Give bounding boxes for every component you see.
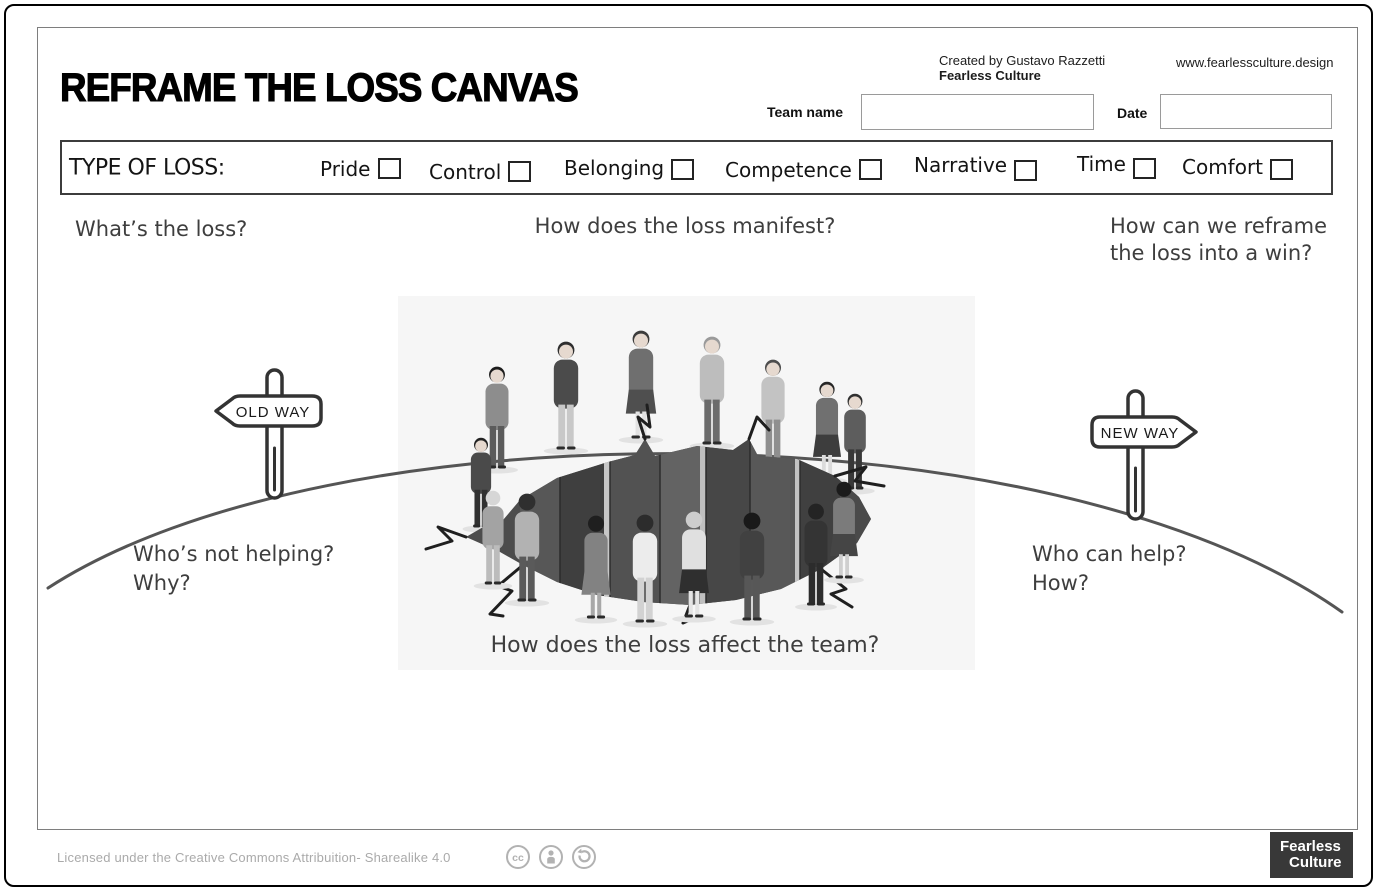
loss-option-label: Narrative <box>914 152 1008 177</box>
question-reframe-win: How can we reframe the loss into a win? <box>1110 214 1328 266</box>
loss-option-control <box>429 160 531 184</box>
sharealike-icon <box>571 844 597 870</box>
checkbox-pride[interactable] <box>378 158 401 179</box>
loss-option-comfort <box>1182 155 1293 179</box>
team-name-input[interactable] <box>861 94 1094 130</box>
loss-option-label: Comfort <box>1182 154 1264 179</box>
date-label: Date <box>1117 105 1148 121</box>
question-whats-the-loss: What’s the loss? <box>75 217 248 241</box>
attribution-icon <box>538 844 564 870</box>
old-way-sign-label: OLD WAY <box>235 404 311 421</box>
loss-option-time <box>1077 152 1156 176</box>
svg-text:cc: cc <box>512 852 524 864</box>
checkbox-control[interactable] <box>508 161 531 182</box>
checkbox-narrative[interactable] <box>1014 160 1037 181</box>
checkbox-competence[interactable] <box>859 159 882 180</box>
loss-option-label: Control <box>429 159 502 184</box>
cc-icon <box>505 844 531 870</box>
brand-name: Fearless Culture <box>939 68 1041 84</box>
loss-option-label: Competence <box>725 157 852 182</box>
question-loss-affect-team: How does the loss affect the team? <box>490 633 880 658</box>
checkbox-comfort[interactable] <box>1270 159 1293 180</box>
question-who-not-helping: Who’s not helping? Why? <box>133 542 335 596</box>
fearless-culture-logo: Fearless Culture <box>1270 832 1353 878</box>
loss-option-belonging <box>564 156 694 180</box>
type-of-loss-box <box>60 140 1333 195</box>
created-by-text: Created by Gustavo Razzetti <box>939 53 1106 68</box>
credit-block <box>939 53 1105 84</box>
new-way-sign <box>1092 391 1196 519</box>
website-url: www.fearlessculture.design <box>1176 55 1334 70</box>
date-input[interactable] <box>1160 94 1332 129</box>
checkbox-time[interactable] <box>1133 158 1156 179</box>
question-who-can-help: Who can help? How? <box>1032 542 1187 596</box>
loss-option-competence <box>725 158 882 182</box>
loss-option-label: Time <box>1077 151 1126 176</box>
new-way-sign-label: NEW WAY <box>1100 425 1180 442</box>
page-title: REFRAME THE LOSS CANVAS <box>60 66 578 110</box>
loss-option-label: Pride <box>320 156 371 181</box>
loss-option-label: Belonging <box>564 155 665 180</box>
checkbox-belonging[interactable] <box>671 159 694 180</box>
team-name-label: Team name <box>767 104 843 120</box>
creative-commons-icons <box>505 844 597 870</box>
loss-option-narrative <box>914 153 1037 177</box>
type-of-loss-label: TYPE OF LOSS: <box>69 155 225 180</box>
old-way-sign <box>216 370 321 498</box>
license-text: Licensed under the Creative Commons Attribuition- Sharealike 4.0 <box>57 850 451 865</box>
question-loss-manifest: How does the loss manifest? <box>534 214 836 238</box>
loss-option-pride <box>320 157 401 181</box>
